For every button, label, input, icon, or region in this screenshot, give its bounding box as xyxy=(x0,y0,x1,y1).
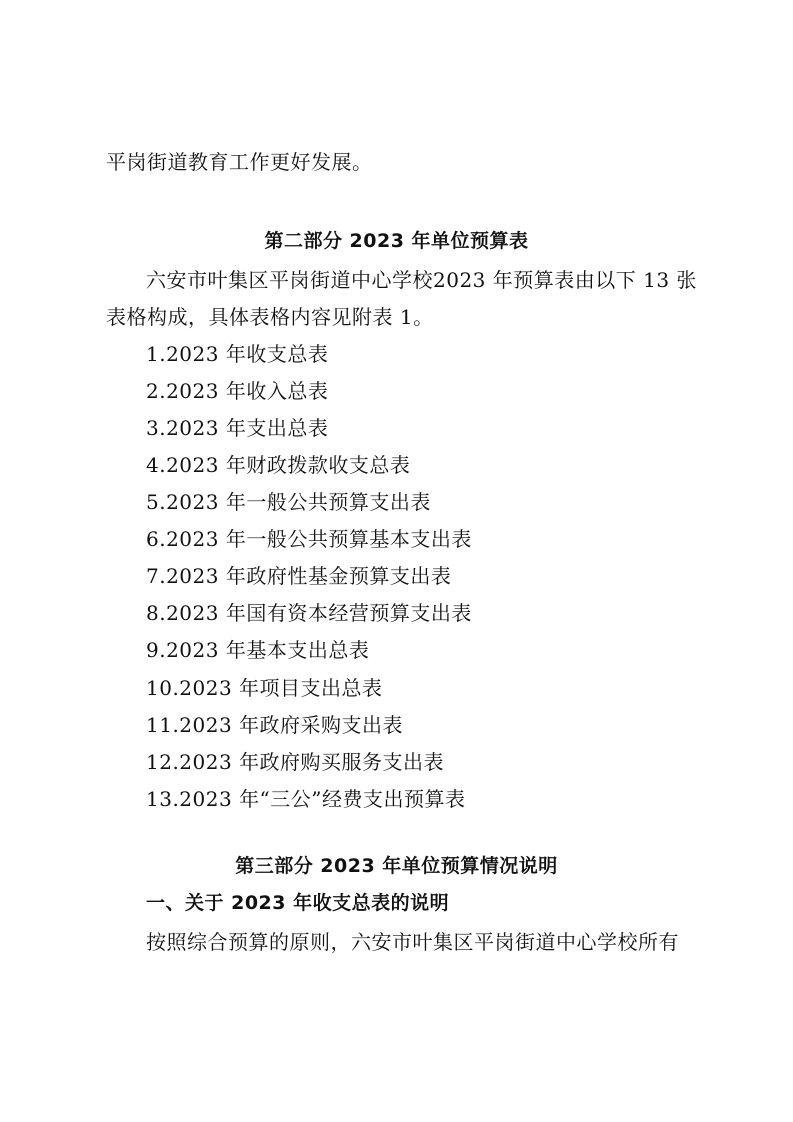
list-item: 1.2023 年收支总表 xyxy=(146,342,329,366)
part2-paragraph-line2: 表格构成，具体表格内容见附表 1。 xyxy=(106,305,434,329)
list-item: 10.2023 年项目支出总表 xyxy=(146,676,383,700)
list-item: 4.2023 年财政拨款收支总表 xyxy=(146,453,411,477)
list-item: 8.2023 年国有资本经营预算支出表 xyxy=(146,601,472,625)
list-item: 12.2023 年政府购买服务支出表 xyxy=(146,750,445,774)
part2-title: 第二部分 2023 年单位预算表 xyxy=(264,230,529,252)
list-item: 3.2023 年支出总表 xyxy=(146,416,329,440)
section1-heading: 一、关于 2023 年收支总表的说明 xyxy=(146,892,450,914)
list-item: 2.2023 年收入总表 xyxy=(146,379,329,403)
list-item: 6.2023 年一般公共预算基本支出表 xyxy=(146,527,472,551)
list-item: 11.2023 年政府采购支出表 xyxy=(146,713,404,737)
part2-paragraph-line1: 六安市叶集区平岗街道中心学校2023 年预算表由以下 13 张 xyxy=(146,268,697,292)
list-item: 5.2023 年一般公共预算支出表 xyxy=(146,490,431,514)
list-item: 7.2023 年政府性基金预算支出表 xyxy=(146,564,452,588)
list-item: 9.2023 年基本支出总表 xyxy=(146,638,370,662)
part3-paragraph-line1: 按照综合预算的原则，六安市叶集区平岗街道中心学校所有 xyxy=(146,930,679,954)
part3-title: 第三部分 2023 年单位预算情况说明 xyxy=(235,855,558,877)
intro-tail-text: 平岗街道教育工作更好发展。 xyxy=(106,150,373,174)
list-item: 13.2023 年“三公”经费支出预算表 xyxy=(146,787,466,811)
